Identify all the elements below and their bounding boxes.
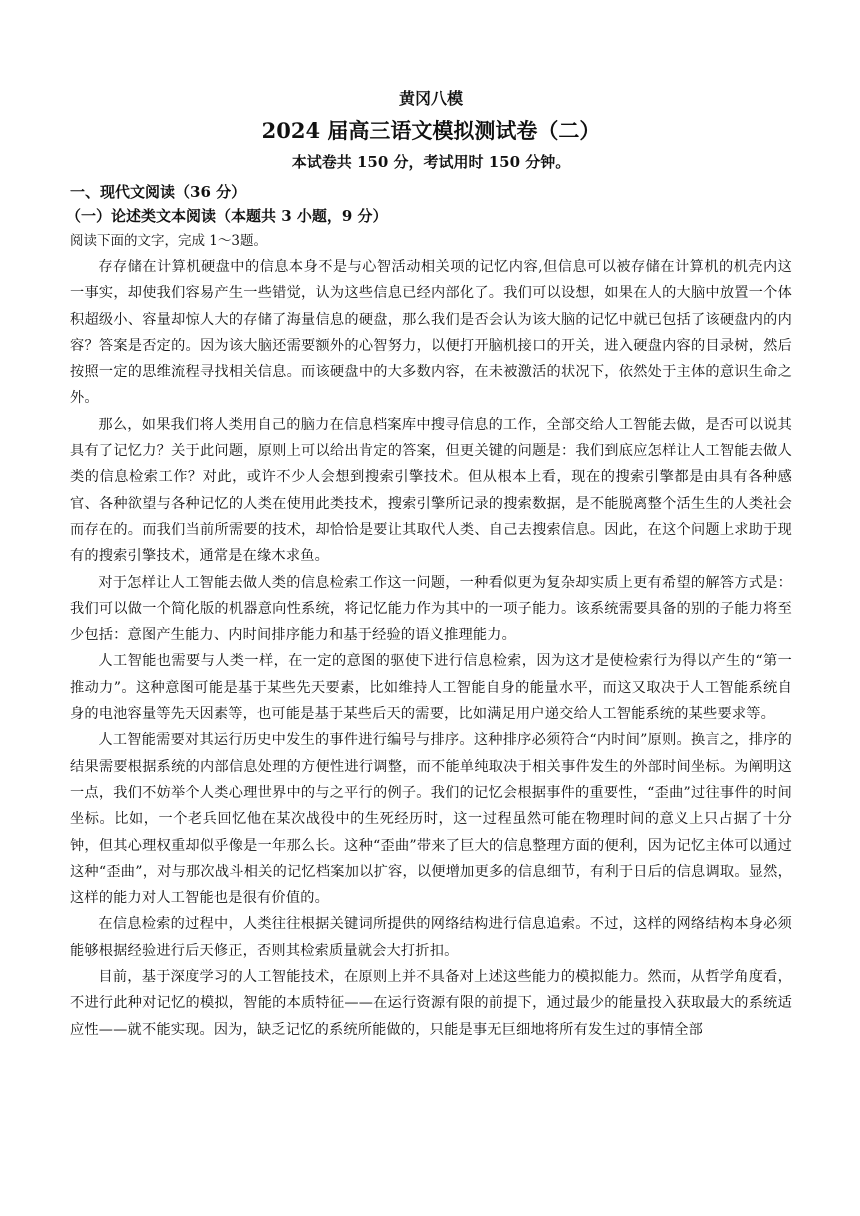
passage-paragraph-7: 目前，基于深度学习的人工智能技术，在原则上并不具备对上述这些能力的模拟能力。然而，从哲学角度看，不进行此种对记忆的模拟，智能的本质特征——在运行资源有限的前提下，通过最少的能量投入获取最大的系统适应性——就不能实现。因为，缺乏记忆的系统所能做的，只能是事无巨细地将所有发生过的事情全部 [70, 969, 792, 1038]
section-heading: 一、现代文阅读（36 分） [70, 183, 247, 201]
passage-paragraph-5: 人工智能需要对其运行历史中发生的事件进行编号与排序。这种排序必须符合“内时间”原则。换言之，排序的结果需要根据系统的内部信息处理的方便性进行调整，而不能单纯取决于相关事件发生的外部时间坐标。为阐明这一点，我们不妨举个人类心理世界中的与之平行的例子。我们的记忆会根据事件的重要性，“歪曲”过往事件的时间坐标。比如，一个老兵回忆他在某次战役中的生死经历时，这一过程虽然可能在物理时间的意义上只占据了十分钟，但其心理权重却似乎像是一年那么长。这种“歪曲”带来了巨大的信息整理方面的便利，因为记忆主体可以通过这种“歪曲”，对与那次战斗相关的记忆档案加以扩容，以便增加更多的信息细节，有利于日后的信息调取。显然，这样的能力对人工智能也是很有价值的。 [70, 732, 792, 907]
exam-subtitle: 本试卷共 150 分，考试用时 150 分钟。 [291, 153, 571, 171]
passage-paragraph-1: 存存储在计算机硬盘中的信息本身不是与心智活动相关项的记忆内容,但信息可以被存储在计算机的机壳内这一事实，却使我们容易产生一些错觉，认为这些信息已经内部化了。我们可以设想，如果在人的大脑中放置一个体积超级小、容量却惊人大的存储了海量信息的硬盘，那么我们是否会认为该大脑的记忆中就已包括了该硬盘内的内容？答案是否定的。因为该大脑还需要额外的心智努力，以便打开脑机接口的开关，进入硬盘内容的目录树，然后按照一定的思维流程寻找相关信息。而该硬盘中的大多数内容，在未被激活的状况下，依然处于主体的意识生命之外。 [70, 259, 792, 407]
passage-paragraph-4: 人工智能也需要与人类一样，在一定的意图的驱使下进行信息检索，因为这才是使检索行为得以产生的“第一推动力”。这种意图可能是基于某些先天要素，比如维持人工智能自身的能量水平，而这又取决于人工智能系统自身的电池容量等先天因素等，也可能是基于某些后天的需要，比如满足用户递交给人工智能系统的某些要求等。 [70, 653, 792, 723]
passage-paragraph-6: 在信息检索的过程中，人类往往根据关键词所提供的网络结构进行信息追索。不过，这样的网络结构本身必须能够根据经验进行后天修正，否则其检索质量就会大打折扣。 [70, 916, 792, 959]
exam-source-label: 黄冈八模 [398, 89, 463, 108]
subsection-heading: （一）论述类文本阅读（本题共 3 小题，9 分） [66, 207, 388, 225]
exam-page [66, 88, 792, 1043]
passage-paragraph-2: 那么，如果我们将人类用自己的脑力在信息档案库中搜寻信息的工作，全部交给人工智能去做，是否可以说其具有了记忆力？关于此问题，原则上可以给出肯定的答案，但更关键的问题是：我们到底应怎样让人工智能去做人类的信息检索工作？对此，或许不少人会想到搜索引擎技术。但从根本上看，现在的搜索引擎都是由具有各种感官、各种欲望与各种记忆的人类在使用此类技术，搜索引擎所记录的搜索数据，是不能脱离整个活生生的人类社会而存在的。而我们当前所需要的技术，却恰恰是要让其取代人类、自己去搜索信息。因此，在这个问题上求助于现有的搜索引擎技术，通常是在缘木求鱼。 [70, 416, 792, 565]
reading-instruction: 阅读下面的文字，完成 1～3题。 [70, 233, 267, 249]
passage-paragraph-3: 对于怎样让人工智能去做人类的信息检索工作这一问题，一种看似更为复杂却实质上更有希望的解答方式是：我们可以做一个简化版的机器意向性系统，将记忆能力作为其中的一项子能力。该系统需要具备的别的子能力将至少包括：意图产生能力、内时间排序能力和基于经验的语义推理能力。 [70, 574, 792, 644]
exam-title: 2024 届高三语文模拟测试卷（二） [261, 118, 601, 143]
reading-passage [70, 254, 792, 1043]
